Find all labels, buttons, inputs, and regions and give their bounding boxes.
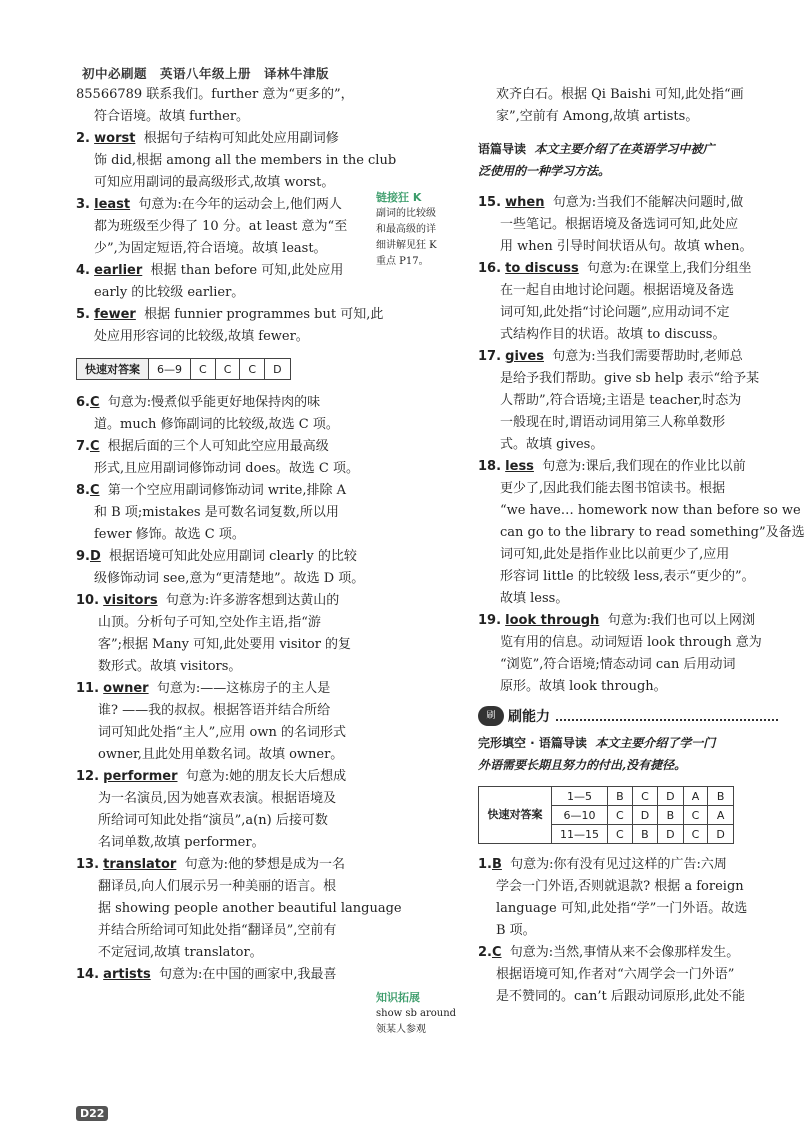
explanation: 饰 did,根据 among all the members in the club [94,153,397,168]
answer-item-5 [76,304,384,348]
passage-guide [478,138,778,182]
cloze-guide [478,732,778,776]
explanation: 少”,为固定短语,符合语境。故填 least。 [94,241,327,256]
quick-answer-cell: C [215,359,240,380]
quick-answer-label: 快速对答案 [479,787,552,844]
explanation: 更少了,因此我们能去图书馆读书。根据 [500,481,726,496]
explanation: 翻译员,向人们展示另一种美丽的语言。根 [98,879,337,894]
answer-item-19 [478,610,778,698]
explanation: “浏览”,符合语境;情态动词 can 后用动词 [500,657,736,672]
answer-item-15 [478,192,778,258]
item-number: 13. [76,857,100,872]
answer: fewer [94,307,136,322]
quick-answer-cell: C [191,359,216,380]
side-note-line: 细讲解见狂 K [376,240,437,251]
answer-item-3 [76,194,366,260]
explanation: 句意为:——这栋房子的主人是 [156,681,331,696]
explanation: 处应用形容词的比较级,故填 fewer。 [94,329,309,344]
answer-item-16 [478,258,778,346]
side-note-line: 领某人参观 [376,1024,426,1035]
answer: when [505,195,545,210]
quick-answer-cell: B [608,787,633,806]
item-number: 5. [76,307,90,322]
answer: to discuss [505,261,579,276]
explanation: 数形式。故填 visitors。 [98,659,242,674]
explanation: B 项。 [496,923,536,938]
explanation: 和 B 项;mistakes 是可数名词复数,所以用 [94,505,339,520]
explanation: “we have… homework now than before so we [500,503,801,518]
guide-text: 外语需要长期且努力的付出,没有捷径。 [478,758,687,772]
answer-item-10 [76,590,366,678]
explanation: 人帮助”,符合语境;主语是 teacher,时态为 [500,393,742,408]
quick-answer-range: 6—10 [552,806,608,825]
explanation: fewer 修饰。故选 C 项。 [94,527,245,542]
answer-item-13 [76,854,402,964]
item-number: 9. [76,549,90,564]
quick-answer-cell: C [683,806,708,825]
explanation: 山顶。分析句子可知,空处作主语,指“游 [98,615,321,630]
explanation: early 的比较级 earlier。 [94,285,245,300]
answer-item-6 [76,392,366,436]
explanation: 谁? ——我的叔叔。根据答语并结合所给 [98,703,331,718]
item-number: 7. [76,439,90,454]
explanation: 原形。故填 look through。 [500,679,667,694]
item-number: 3. [76,197,90,212]
explanation: 据 showing people another beautiful language [98,901,402,916]
explanation: 第一个空应用副词修饰动词 write,排除 A [107,483,346,498]
answer: visitors [103,593,158,608]
page-number: D22 [76,1106,108,1121]
explanation: 根据句子结构可知此处应用副词修 [143,131,339,146]
explanation: 句意为:在中国的画家中,我最喜 [158,967,337,982]
explanation: 句意为:当我们需要帮助时,老师总 [552,349,743,364]
explanation: 句意为:在今年的运动会上,他们两人 [138,197,342,212]
explanation: 级修饰动词 see,意为“更清楚地”。故选 D 项。 [94,571,365,586]
item-number: 18. [478,459,502,474]
answer: earlier [94,263,143,278]
cloze-item-1 [478,854,778,942]
quick-answer-cell: B [632,825,657,844]
explanation: 式结构作目的状语。故填 to discuss。 [500,327,726,342]
explanation: 句意为:在课堂上,我们分组坐 [587,261,752,276]
right-column [478,84,805,1008]
explanation: 句意为:当我们不能解决问题时,做 [552,195,744,210]
table-row [479,787,734,806]
answer: C [89,395,100,410]
guide-text: 本文主要介绍了在英语学习中被广 [534,142,715,156]
answer: performer [103,769,178,784]
quick-answer-cell: D [658,787,683,806]
explanation: 形容词 little 的比较级 less,表示“更少的”。 [500,569,755,584]
explanation: 根据语境可知,作者对“六周学会一门外语” [496,967,735,982]
quick-answer-cell: A [708,806,733,825]
explanation: 为一名演员,因为她喜欢表演。根据语境及 [98,791,337,806]
answer-item-18 [478,456,805,610]
explanation: 名词单数,故填 performer。 [98,835,265,850]
answer-item-4 [76,260,366,304]
answer-item-8 [76,480,366,546]
answer: C [89,483,100,498]
item-number: 6. [76,395,90,410]
quick-answer-cell: C [608,825,633,844]
explanation: 句意为:课后,我们现在的作业比以前 [542,459,746,474]
explanation: 式。故填 gives。 [500,437,604,452]
quick-answer-range: 1—5 [552,787,608,806]
item-number: 11. [76,681,100,696]
cloze-answer-table [478,786,734,844]
explanation: 词可知此处指“主人”,应用 own 的名词形式 [98,725,347,740]
quick-answer-cell: D [708,825,733,844]
explanation: owner,且此处用单数名词。故填 owner。 [98,747,344,762]
quick-answer-cell: D [632,806,657,825]
explanation: 句意为:她的朋友长大后想成 [185,769,347,784]
item-number: 8. [76,483,90,498]
item-number: 19. [478,613,502,628]
explanation: 形式,且应用副词修饰动词 does。故选 C 项。 [94,461,359,476]
answer-item-7 [76,436,366,480]
side-note-tag: 知识拓展 [376,991,420,1004]
quick-answer-table [76,358,291,380]
quick-answer-cell: B [658,806,683,825]
answer-item-11 [76,678,366,766]
quick-answer-cell: A [683,787,708,806]
quick-answer-cell: B [708,787,733,806]
quick-answer-label: 快速对答案 [77,359,149,380]
answer: look through [505,613,600,628]
item-number: 17. [478,349,502,364]
quick-answer-cell: C [608,806,633,825]
quick-answer-cell: C [683,825,708,844]
explanation: 都为班级至少得了 10 分。at least 意为“至 [94,219,348,234]
side-note-link [376,190,466,270]
side-note-knowledge [376,990,466,1038]
item-number: 12. [76,769,100,784]
explanation: 不定冠词,故填 translator。 [98,945,263,960]
explanation: 词可知,此处是指作业比以前更少了,应用 [500,547,730,562]
explanation: 客”;根据 Many 可知,此处要用 visitor 的复 [98,637,352,652]
guide-title: 完形填空 · 语篇导读 [478,736,587,750]
explanation: 词可知,此处指“讨论问题”,应用动词不定 [500,305,730,320]
quick-answer-range: 6—9 [149,359,191,380]
side-note-line: 副词的比较级 [376,208,436,219]
explanation: 是不赞同的。can’t 后跟动词原形,此处不能 [496,989,746,1004]
side-note-tag: 链接狂 K [376,191,422,204]
answer: less [505,459,534,474]
answer: gives [505,349,544,364]
quick-answer-cell: D [265,359,290,380]
explanation: 并结合所给词可知此处指“翻译员”,空前有 [98,923,337,938]
answer: D [89,549,101,564]
cloze-item-2 [478,942,778,1008]
explanation: 道。much 修饰副词的比较级,故选 C 项。 [94,417,339,432]
item-number: 16. [478,261,502,276]
item-number: 10. [76,593,100,608]
quick-answer-cell: D [658,825,683,844]
answer: B [491,857,502,872]
item-number: 4. [76,263,90,278]
explanation: 句意为:我们也可以上网浏 [607,613,755,628]
section-heading [478,706,778,726]
quick-answer-cell: C [240,359,265,380]
quick-answer-cell: C [632,787,657,806]
answer-item-2 [76,128,397,194]
side-note-line: 重点 P17。 [376,256,429,267]
explanation: 是给予我们帮助。give sb help 表示“给予某 [500,371,760,386]
side-note-line: 和最高级的详 [376,224,436,235]
quick-answer-range: 11—15 [552,825,608,844]
answer-item-9 [76,546,366,590]
item-number: 14. [76,967,100,982]
item-number: 1. [478,857,492,872]
section-title: 刷能力 [508,709,550,725]
text-line: 85566789 联系我们。further 意为“更多的”， [76,87,354,102]
answer-item-17 [478,346,778,456]
guide-title: 语篇导读 [478,142,527,156]
explanation: 句意为:你有没有见过这样的广告:六周 [510,857,727,872]
explanation: 根据后面的三个人可知此空应用最高级 [107,439,329,454]
item-number: 2. [76,131,90,146]
explanation: 故填 less。 [500,591,569,606]
explanation: 一般现在时,谓语动词用第三人称单数形 [500,415,726,430]
item-number: 2. [478,945,492,960]
explanation: 所给词可知此处指“演员”,a(n) 后接可数 [98,813,328,828]
explanation: 根据 funnier programmes but 可知,此 [144,307,384,322]
answer-item-14 [76,964,366,986]
answer: C [89,439,100,454]
answer: artists [103,967,151,982]
explanation: 根据语境可知此处应用副词 clearly 的比较 [109,549,357,564]
side-note-line: show sb around [376,1008,457,1019]
text-line: 家”,空前有 Among,故填 artists。 [496,109,699,124]
guide-text: 泛使用的一种学习方法。 [478,164,611,178]
explanation: 在一起自由地讨论问题。根据语境及备选 [500,283,735,298]
explanation: 学会一门外语,否则就退款? 根据 a foreign [496,879,744,894]
explanation: 用 when 引导时间状语从句。故填 when。 [500,239,753,254]
page-header: 初中必刷题 英语八年级上册 译林牛津版 [82,66,330,81]
explanation: 句意为:他的梦想是成为一名 [184,857,346,872]
answer-item-12 [76,766,366,854]
answer: C [491,945,502,960]
explanation: 句意为:当然,事情从来不会像那样发生。 [509,945,740,960]
explanation: 根据 than before 可知,此处应用 [150,263,344,278]
item-number: 15. [478,195,502,210]
answer: owner [103,681,149,696]
explanation: 一些笔记。根据语境及备选词可知,此处应 [500,217,739,232]
explanation: 句意为:许多游客想到达黄山的 [165,593,340,608]
text-line: 符合语境。故填 further。 [94,109,250,124]
dotted-divider [556,711,778,721]
explanation: can go to the library to read something”及备选 [500,525,805,540]
explanation: 可知应用副词的最高级形式,故填 worst。 [94,175,335,190]
text-line: 欢齐白石。根据 Qi Baishi 可知,此处指“画 [496,87,744,102]
answer: worst [94,131,136,146]
section-badge-icon: 刷 [478,706,504,726]
explanation: 句意为:慢煮似乎能更好地保持肉的味 [107,395,321,410]
explanation: 览有用的信息。动词短语 look through 意为 [500,635,762,650]
explanation: language 可知,此处指“学”一门外语。故选 [496,901,748,916]
answer: least [94,197,131,212]
guide-text: 本文主要介绍了学一门 [595,736,716,750]
answer: translator [103,857,177,872]
